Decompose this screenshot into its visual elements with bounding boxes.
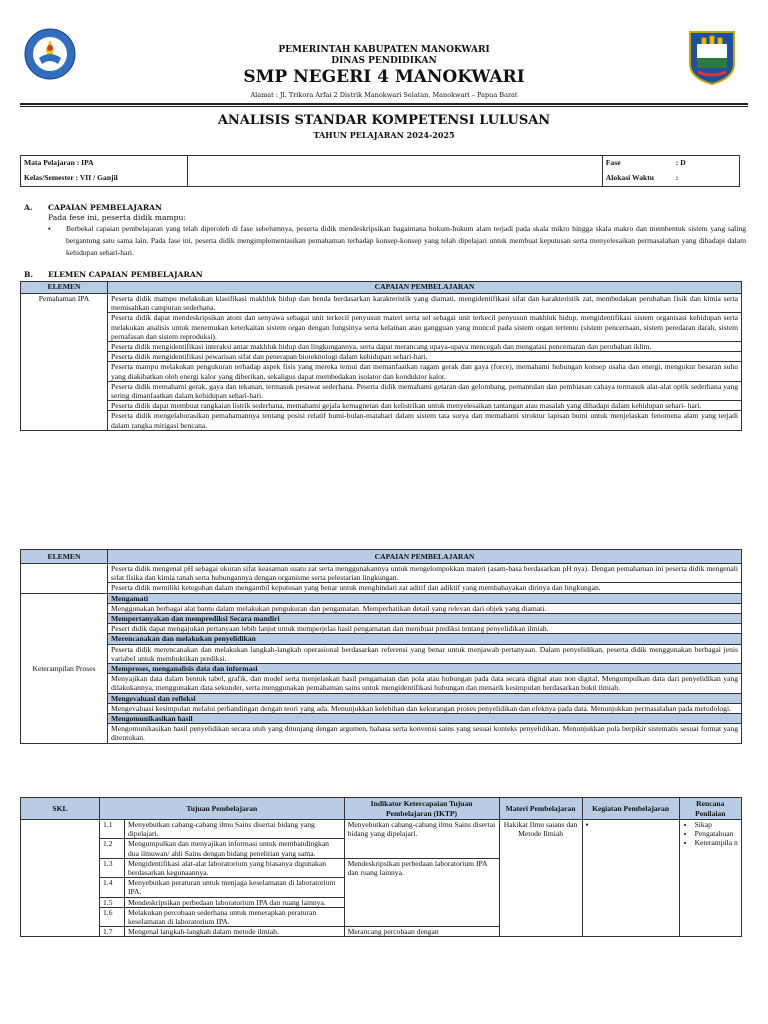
penilaian-header: Rencana Penilaian xyxy=(679,798,741,820)
subject-info-table xyxy=(20,155,740,187)
skl-header: SKL xyxy=(21,798,100,820)
proses-text: Menggunakan berbagai alat bantu dalam melakukan pengukuran dan pengamatan. Memperhatikan detail yang relevan dari objek yang diamati. xyxy=(108,603,742,613)
subject-cell: Mata Pelajaran : IPA xyxy=(21,156,121,172)
section-b-heading: B. ELEMEN CAPAIAN PEMBELAJARAN xyxy=(24,270,203,279)
phase-label: Fase xyxy=(602,156,673,172)
header-divider xyxy=(20,103,748,105)
capaian-row: Peserta didik memiliki keteguhan dalam mengambil keputusan yang benar untuk menghindari zat aditif dan adiktif yang membahayakan dirinya dan lingkungan. xyxy=(108,583,742,593)
skl-table: SKL Tujuan Pembelajaran Indikator Ketercapaian Tujuan Pembelajaran (IKTP) Materi Pembelajaran Kegiatan Pembelajaran Rencana Penilaian 1.1 Menyebutkan cabang-cabang ilmu Sains disertai bidang yang dipelajari. Menyebutkan cabang-cabang ilmu Sains disertai bidang yang dipelajari. Hakikat Ilmu saians dan Metode Ilmiah ▪ • Sikap • Pengatahuan • Keterampila n 1.2 Mengumpulkan dan menyajikan informasi untuk membandingkan dua ilmuwan/ ahli Sains dengan bidang penelitian yang sama. 1.3 Mengidentifikasi alat-alat laboratorium yang biasanya digunakan berdasarkan kegunaannya. Mendeskripsikan perbedaan laboratorium IPA dan ruang lainnya. 1.4 Menyebutkan peraturan untuk menjaga keselamatan di laboratorium IPA. 1.5 Mendeskripsikan perbedaan laboratorium IPA dan ruang lainnya. 1.6 Melakukan percobaan sederhana untuk menerapkan peraturan keselamatan di laboratorium IPA. 1.7 Mengenal langkah-langkah dalam metode ilmiah. Merancang percobaan dengan xyxy=(20,797,742,937)
materi-header: Materi Pembelajaran xyxy=(499,798,582,820)
tujuan-row: Menyebutkan peraturan untuk menjaga keselamatan di laboratorium IPA. xyxy=(125,878,345,897)
kegiatan-cell: ▪ xyxy=(582,820,679,937)
time-allocation-label: Alokasi Waktu xyxy=(602,171,673,187)
elemen-pemahaman: Pemahaman IPA xyxy=(21,294,108,431)
iktp-cell: Menyebutkan cabang-cabang ilmu Sains disertai bidang yang dipelajari. xyxy=(344,820,499,859)
capaian-row: Peserta didik mengenal pH sebagai ukuran sifat keasaman suatu zat serta menggunakannya untuk mengelompokkan materi (asam-basa berdasarkan pH nya). Dengan pemahaman ini peserta didik mengenali sifat fisika dan kimia tanah serta hubungannya dengan organisme serta pelestarian lingkungan. xyxy=(108,564,742,583)
proses-text: Pesert didik dapat mengajukan pertanyaan lebih lanjut untuk memperjelas hasil pengamatan dan membuat prediksi tentang penyelidikan ilmiah. xyxy=(108,624,742,634)
elemen-keterampilan-proses: Keterampilan Proses xyxy=(21,593,108,743)
phase-value: : D xyxy=(673,156,740,172)
tujuan-header: Tujuan Pembelajaran xyxy=(100,798,345,820)
academic-year: TAHUN PELAJARAN 2024-2025 xyxy=(313,130,455,140)
kegiatan-header: Kegiatan Pembelajaran xyxy=(582,798,679,820)
capaian-row: Peserta didik dapat mendeskripsikan atom dan senyawa sebagai unit terkecil penyusun materi serta sel sebagai unit terkecil penyusun makhluk hidup, mengidentifikasi sistem organisasi kehidupan serta melakukan analisis untuk menemukan keterkaitan sistem organ dengan fungsinya serta kelainan atau gangguan yang muncul pada sistem organ tertentu (sistem pencernaan, sistem peredaran darah, sistem pernafasan dan sistem reproduksi). xyxy=(108,313,742,342)
elemen-header: ELEMEN xyxy=(21,550,108,564)
tujuan-row: Menyebutkan cabang-cabang ilmu Sains disertai bidang yang dipelajari. xyxy=(125,820,345,839)
tujuan-row: Mendeskripsikan perbedaan laboratorium IPA dan ruang lainnya. xyxy=(125,897,345,907)
department-line: DINAS PENDIDIKAN xyxy=(331,56,437,66)
proses-text: Menyajikan data dalam bentuk tabel, grafik, dan model serta menjelaskan hasil pengamatan dan pola atau hubungan pada data secara digital atau non digital. Mengumpulkan data dari penyelidikan yang dilakukannya, menggunakan data sekunder, serta menggunakan pemahaman sains untuk mengidentifikasi hubungan dan menarik kesimpulan berdasarkan bukti ilmiah. xyxy=(108,674,742,693)
header-divider-thin xyxy=(20,106,748,107)
materi-cell: Hakikat Ilmu saians dan Metode Ilmiah xyxy=(499,820,582,937)
bullet-marker: ▪ xyxy=(48,224,51,233)
document-title: ANALISIS STANDAR KOMPETENSI LULUSAN xyxy=(217,113,551,128)
section-a-intro: Pada fese ini, peserta didik mampu: xyxy=(48,213,186,222)
tujuan-row: Melakukan percobaan sederhana untuk menerapkan peraturan keselamatan di laboratorium IPA. xyxy=(125,907,345,926)
iktp-cell: Mendeskripsikan perbedaan laboratorium IPA dan ruang lainnya. xyxy=(344,858,499,926)
proses-subheading: Mempertanyakan dan memprediksi Secara mandiri xyxy=(108,614,742,624)
capaian-row: Peserta didik mengidentifikasi interaksi antar makhluk hidup dan lingkungannya, serta dapat merancang upaya-upaya mencegah dan mengatasi pencemaran dan perubahan iklim. xyxy=(108,342,742,352)
elemen-table-1 xyxy=(20,281,742,431)
iktp-header: Indikator Ketercapaian Tujuan Pembelajaran (IKTP) xyxy=(344,798,499,820)
school-name: SMP NEGERI 4 MANOKWARI xyxy=(243,67,525,87)
elemen-table-2 xyxy=(20,549,742,744)
proses-subheading: Mengomunikasikan hasil xyxy=(108,714,742,724)
government-line: PEMERINTAH KABUPATEN MANOKWARI xyxy=(278,45,490,55)
proses-text: Peserta didik merencanakan dan melakukan langkah-langkah operasional berdasarkan referensi yang benar untuk menjawab pertanyaan. Dalam penyelidikan, peserta didik menggunakan berbagai jenis variabel untuk membuktikan prediksi. xyxy=(108,644,742,663)
capaian-row: Peserta mampu melakukan pengukuran terhadap aspek fisis yang mereka temui dan memanfaatkan ragam gerak dan gaya (force), memahami hubungan konsep usaha dan energi, mengukur besaran suhu yang diakibatkan oleh energi kalor yang diberikan, sekaligus dapat membedakan isolator dan konduktor kalor. xyxy=(108,362,742,381)
iktp-cell: Merancang percobaan dengan xyxy=(344,927,499,937)
capaian-row: Peserta didik mengidentifikasi pewarisan sifat dan penerapan bioteknologi dalam kehidupan sehari-hari. xyxy=(108,352,742,362)
capaian-header: CAPAIAN PEMBELAJARAN xyxy=(108,282,742,294)
proses-subheading: Mengevaluasi dan refleksi xyxy=(108,693,742,703)
tujuan-row: Mengumpulkan dan menyajikan informasi untuk membandingkan dua ilmuwan/ ahli Sains dengan bidang penelitian yang sama. xyxy=(125,839,345,858)
class-cell: Kelas/Semester : VII / Ganjil xyxy=(21,171,121,187)
capaian-row: Peserta didik mampu melakukan klasifikasi makhluk hidup dan benda berdasarkan karakteristik yang diamati, mengidentifikasi sifat dan karakteristik zat, membedakan perubahan fisik dan kimia serta memisahkan campuran sederhana. xyxy=(108,294,742,313)
tujuan-row: Mengidentifikasi alat-alat laboratorium yang biasanya digunakan berdasarkan kegunaannya. xyxy=(125,858,345,877)
proses-subheading: Merencanakan dan melakukan penyelidikan xyxy=(108,634,742,644)
tujuan-row: Mengenal langkah-langkah dalam metode ilmiah. xyxy=(125,927,345,937)
capaian-header: CAPAIAN PEMBELAJARAN xyxy=(108,550,742,564)
penilaian-cell: • Sikap • Pengatahuan • Keterampila n xyxy=(679,820,741,937)
capaian-row: Peserta didik mengelaborasikan pemahamannya tentang posisi relatif bumi-bulan-matahari dalam sistem tata surya dan memahami struktur lapisan bumi untuk menjelaskan fenomena alam yang terjadi dalam rangka mitigasi bencana. xyxy=(108,411,742,430)
proses-subheading: Memproses, menganalisis data dan informasi xyxy=(108,664,742,674)
proses-text: Mengevaluasi kesimpulan melalui perbandingan dengan teori yang ada. Menunjukkan kelebihan dan kekurangan proses penyelidikan dan efeknya pada data. Menunjukkan permasalahan pada metodologi. xyxy=(108,703,742,713)
section-a-bullet: ▪ Berbekal capaian pembelajaran yang telah diperoleh di fase sebelumnya, peserta didik mendeskripsikan bagaimana hukum-hukum alam terjadi pada skala mikro hingga skala makro dan membentuk sistem yang saling bergantung satu sama lain. Pada fase ini, peserta didik mengimplementasikan pemahaman terhadap konsep-konsep yang telah dipelajari untuk membuat keputusan serta menyelesaikan permasalahan yang dihadapi dalam kehidupan sehari-hari. xyxy=(48,224,746,257)
proses-text: Mengomunikasikan hasil penyelidikan secara utuh yang ditunjang dengan argumen, bahasa serta konvensi sains yang sesuai konteks penyelidikan. Menunjukkan pola berpikir sistematis sesuai format yang ditentukan. xyxy=(108,724,742,743)
document-page: PEMERINTAH KABUPATEN MANOKWARI DINAS PENDIDIKAN SMP NEGERI 4 MANOKWARI Alamat : Jl. Trikora Arfai 2 Distrik Manokwari Selatan, Manokwari – Papua Barat ANALISIS STANDAR KOMPETENSI LULUSAN TAHUN PELAJARAN 2024-2025 Mata Pelajaran : IPA Fase : D Kelas/Semester : VII / Ganjil Alokasi Waktu : A. CAPAIAN PEMBELAJARAN Pada fese ini, peserta didik mampu: ▪ Berbekal capaian pembelajaran yang telah diperoleh di fase sebelumnya, peserta didik mendeskripsikan bagaimana hukum-hukum alam terjadi pada skala mikro hingga skala makro dan membentuk sistem yang saling bergantung satu sama lain. Pada fase ini, peserta didik mengimplementasikan pemahaman terhadap konsep-konsep yang telah dipelajari untuk membuat keputusan serta menyelesaikan permasalahan yang dihadapi dalam kehidupan sehari-hari. B. ELEMEN CAPAIAN PEMBELAJARAN ELEMEN CAPAIAN PEMBELAJARAN Pemahaman IPA Peserta didik mampu melakukan klasifikasi makhluk hidup dan benda berdasarkan karakteristik yang diamati, mengidentifikasi sifat dan karakteristik zat, membedakan perubahan fisik dan kimia serta memisahkan campuran sederhana. Peserta didik dapat mendeskripsikan atom dan senyawa sebagai unit terkecil penyusun materi serta sel sebagai unit terkecil penyusun makhluk hidup, mengidentifikasi sistem organisasi kehidupan serta melakukan analisis untuk menemukan keterkaitan sistem organ dengan fungsinya serta kelainan atau gangguan yang muncul pada sistem organ tertentu (sistem pencernaan, sistem peredaran darah, sistem pernafasan dan sistem reproduksi). Peserta didik mengidentifikasi interaksi antar makhluk hidup dan lingkungannya, serta dapat merancang upaya-upaya mencegah dan mengatasi pencemaran dan perubahan iklim. Peserta didik mengidentifikasi pewarisan sifat dan penerapan bioteknologi dalam kehidupan sehari-hari. Peserta mampu melakukan pengukuran terhadap aspek fisis yang mereka temui dan memanfaatkan ragam gerak dan gaya (force), memahami hubungan konsep usaha dan energi, mengukur besaran suhu yang diakibatkan oleh energi kalor yang diberikan, sekaligus dapat membedakan isolator dan konduktor kalor. Peserta didik memahami gerak, gaya dan tekanan, termasuk pesawat sederhana. Peserta didik memahami getaran dan gelombang, pemantulan dan pembiasan cahaya termasuk alat-alat optik sederhana yang sering dimanfaatkan dalam kehidupan sehari-hari. Peserta didik dapat membuat rangkaian listrik sederhana, memahami gejala kemagnetan dan kelistrikan untuk menyelesaikan tantangan atau masalah yang dihadapi dalam kehidupan sehari- hari. Peserta didik mengelaborasikan pemahamannya tentang posisi relatif bumi-bulan-matahari dalam sistem tata surya dan memahami struktur lapisan bumi untuk menjelaskan fenomena alam yang terjadi dalam rangka mitigasi bencana. ELEMEN CAPAIAN PEMBELAJARAN Peserta didik mengenal pH sebagai ukuran sifat keasaman suatu zat serta menggunakannya untuk mengelompokkan materi (asam-basa berdasarkan pH nya). Dengan pemahaman ini peserta didik mengenali sifat fisika dan kimia tanah serta hubungannya dengan organisme serta pelestarian lingkungan. Peserta didik memiliki keteguhan dalam mengambil keputusan yang benar untuk menghindari zat aditif dan adiktif yang membahayakan dirinya dan lingkungan. Keterampilan Proses Mengamati Menggunakan berbagai alat bantu dalam melakukan pengukuran dan pengamatan. Memperhatikan detail yang relevan dari objek yang diamati. Mempertanyakan dan memprediksi Secara mandiri Pesert didik dapat mengajukan pertanyaan lebih lanjut untuk memperjelas hasil pengamatan dan membuat prediksi tentang penyelidikan ilmiah. Merencanakan dan melakukan penyelidikan Peserta didik merencanakan dan melakukan langkah-langkah operasional berdasarkan referensi yang benar untuk menjawab pertanyaan. Dalam penyelidikan, peserta didik menggunakan berbagai jenis variabel untuk membuktikan prediksi. Memproses, menganalisis data dan informasi Menyajikan data dalam bentuk tabel, grafik, dan model serta menjelaskan hasil pengamatan dan pola atau hubungan pada data secara digital atau non digital. Mengumpulkan data dari penyelidikan yang dilakukannya, menggunakan data sekunder, serta menggunakan pemahaman sains untuk mengidentifikasi hubungan dan menarik kesimpulan berdasarkan bukti ilmiah. Mengevaluasi dan refleksi Mengevaluasi kesimpulan melalui perbandingan dengan teori yang ada. Menunjukkan kelebihan dan kekurangan proses penyelidikan dan efeknya pada data. Menunjukkan permasalahan pada metodologi. Mengomunikasikan hasil Mengomunikasikan hasil penyelidikan secara utuh yang ditunjang dengan argumen, bahasa serta konvensi sains yang sesuai konteks penyelidikan. Menunjukkan pola berpikir sistematis sesuai format yang ditentukan. SKL Tujuan Pembelajaran Indikator Ketercapaian Tujuan Pembelajaran (IKTP) Materi Pembelajaran Kegiatan Pembelajaran Rencana Penilaian 1.1 Menyebutkan cabang-cabang ilmu Sains disertai bidang yang dipelajari. Menyebutkan cabang-cabang ilmu Sains disertai bidang yang dipelajari. Hakikat Ilmu saians dan Metode Ilmiah ▪ • Sikap • Pengatahuan • Keterampila n 1.2 Mengumpulkan dan menyajikan informasi untuk membandingkan dua ilmuwan/ ahli Sains dengan bidang penelitian yang sama. 1.3 Mengidentifikasi alat-alat laboratorium yang biasanya digunakan berdasarkan kegunaannya. Mendeskripsikan perbedaan laboratorium IPA dan ruang lainnya. 1.4 Menyebutkan peraturan untuk menjaga keselamatan di laboratorium IPA. 1.5 Mendeskripsikan perbedaan laboratorium IPA dan ruang lainnya. 1.6 Melakukan percobaan sederhana untuk menerapkan peraturan keselamatan di laboratorium IPA. 1.7 Mengenal langkah-langkah dalam metode ilmiah. Merancang percobaan dengan xyxy=(0,0,768,1024)
time-allocation-value: : xyxy=(673,171,740,187)
capaian-row: Peserta didik dapat membuat rangkaian listrik sederhana, memahami gejala kemagnetan dan kelistrikan untuk menyelesaikan tantangan atau masalah yang dihadapi dalam kehidupan sehari- hari. xyxy=(108,401,742,411)
school-address: Alamat : Jl. Trikora Arfai 2 Distrik Manokwari Selatan, Manokwari – Papua Barat xyxy=(250,91,518,99)
elemen-header: ELEMEN xyxy=(21,282,108,294)
capaian-row: Peserta didik memahami gerak, gaya dan tekanan, termasuk pesawat sederhana. Peserta didik memahami getaran dan gelombang, pemantulan dan pembiasan cahaya termasuk alat-alat optik sederhana yang sering dimanfaatkan dalam kehidupan sehari-hari. xyxy=(108,381,742,400)
proses-subheading: Mengamati xyxy=(108,593,742,603)
